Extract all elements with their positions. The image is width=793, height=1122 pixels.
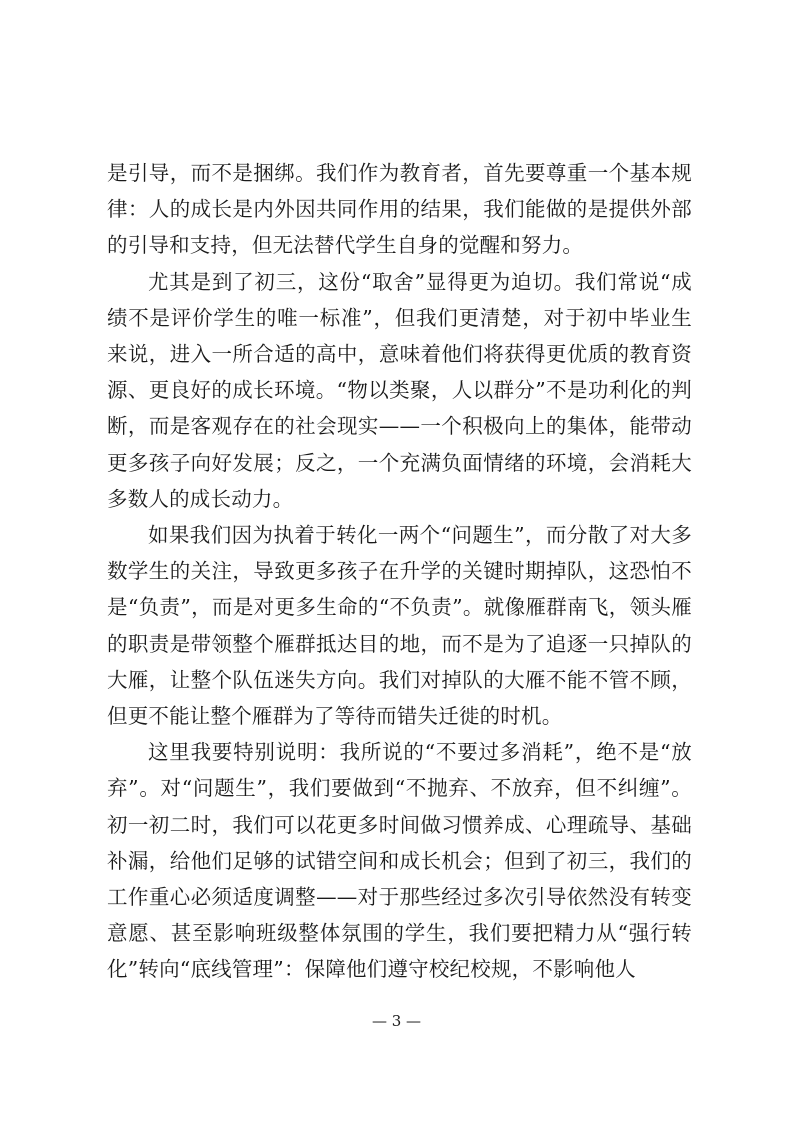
paragraph-grade-nine: 尤其是到了初三，这份“取舍”显得更为迫切。我们常说“成绩不是评价学生的唯一标准”，但我们更清楚，对于初中毕业生来说，进入一所合适的高中，意味着他们将获得更优质的教育资源、更良好的成长环境。“物以类聚，人以群分”不是功利化的判断，而是客观存在的社会现实——一个积极向上的集体，能带动更多孩子向好发展；反之，一个充满负面情绪的环境，会消耗大多数人的成长动力。 — [107, 269, 692, 511]
paragraph-geese-analogy: 如果我们因为执着于转化一两个“问题生”，而分散了对大多数学生的关注，导致更多孩子在升学的关键时期掉队，这恐怕不是“负责”，而是对更多生命的“不负责”。就像雁群南飞，领头雁的职责是带领整个雁群抵达目的地，而不是为了追逐一只掉队的大雁，让整个队伍迷失方向。我们对掉队的大雁不能不管不顾，但更不能让整个雁群为了等待而错失迁徙的时机。 — [107, 523, 692, 729]
page-number: — 3 — — [371, 1012, 422, 1030]
paragraph-clarification: 这里我要特别说明：我所说的“不要过多消耗”，绝不是“放弃”。对“问题生”，我们要做到“不抛弃、不放弃，但不纠缠”。初一初二时，我们可以花更多时间做习惯养成、心理疏导、基础补漏，给他们足够的试错空间和成长机会；但到了初三，我们的工作重心必须适度调整——对于那些经过多次引导依然没有转变意愿、甚至影响班级整体氛围的学生，我们要把精力从“强行转化”转向“底线管理”：保障他们遵守校纪校规，不影响他人 — [107, 740, 692, 982]
paragraph-continued: 是引导，而不是捆绑。我们作为教育者，首先要尊重一个基本规律：人的成长是内外因共同作用的结果，我们能做的是提供外部的引导和支持，但无法替代学生自身的觉醒和努力。 — [107, 161, 692, 258]
document-body — [107, 155, 692, 988]
